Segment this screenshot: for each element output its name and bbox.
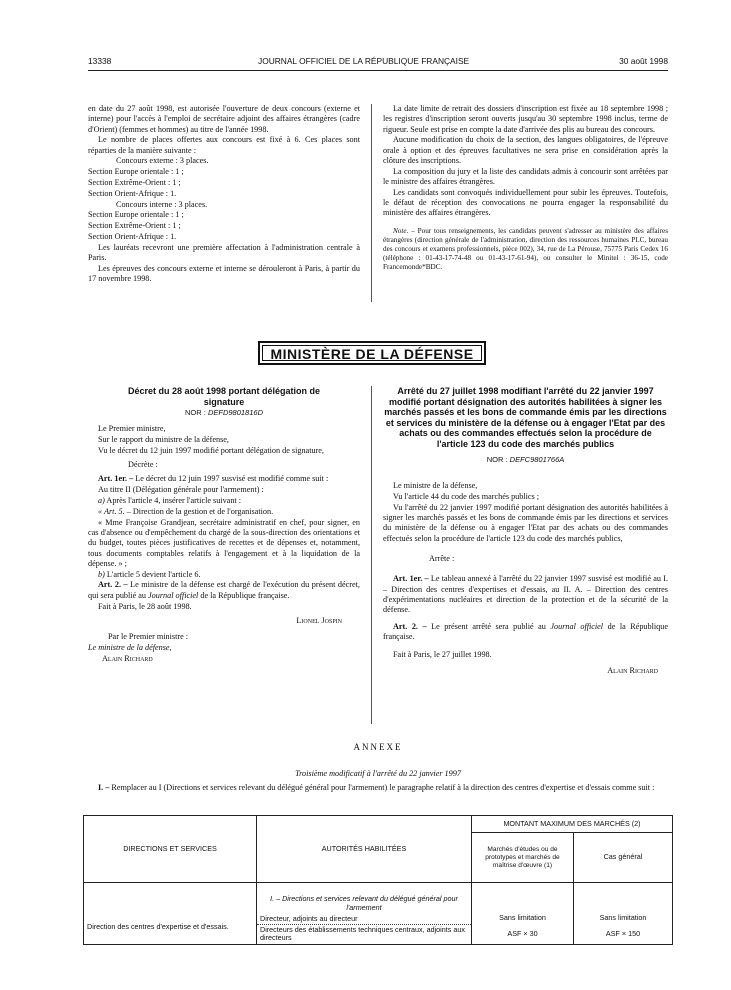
col-header-directions: DIRECTIONS ET SERVICES	[84, 816, 257, 883]
list-item: Section Extrême-Orient : 1 ;	[88, 178, 181, 188]
paragraph: La composition du jury et la liste des candidats admis à concourir sont arrêtées par le ministre des affaires étrangères.	[383, 166, 668, 187]
list-item: Section Orient-Afrique : 1.	[88, 188, 177, 198]
paragraph: Le nombre de places offertes aux concours est fixé à 6. Ces places sont réparties de la manière suivante :	[88, 135, 360, 155]
table-cell-direction: Direction des centres d'expertise et d'essais.	[84, 883, 257, 945]
paragraph: Au titre II (Délégation générale pour l'armement) :	[98, 485, 264, 495]
paragraph: Les candidats sont convoqués individuellement pour subir les épreuves. Toutefois, le défaut de réception des convocations ne pourra engager la responsabilité du ministère des affaires étrangères.	[383, 187, 668, 218]
signature: Alain Richard	[102, 653, 153, 663]
signature: Lionel Jospin	[296, 615, 342, 625]
list-heading: Concours interne : 3 places.	[116, 199, 208, 209]
table-cell-general	[574, 883, 673, 945]
annexe-intro: I. – Remplacer au I (Directions et services relevant du délégué général pour l'armement) le paragraphe relatif à la direction des centres d'expertise et d'essais comme suit :	[98, 783, 655, 792]
arrete-column	[383, 386, 668, 677]
paragraph: La date limite de retrait des dossiers d'inscription est fixée au 18 septembre 1998 ; les registres d'inscription seront ouverts jusqu'au 30 septembre 1998 inclus, terme de rigueur. Seule est prise en compte la date d'arrivée des plis au bureau des concours.	[383, 104, 668, 134]
note-label: Note.	[393, 226, 409, 235]
paragraph: Par le Premier ministre :	[108, 632, 189, 642]
decret-nor-code: DEFD9801816D	[207, 408, 263, 417]
header-rule	[88, 70, 668, 71]
paragraph: « Mme Françoise Grandjean, secrétaire administratif en chef, pour signer, en cas d'absence ou d'empêchement du chargé de la sous-direction des orientations et du budget, toutes pièces justificatives de recettes et de dépenses et, notamment, tous documents comptables relatifs à l'engagement et à la liquidation de la dépense. » ;	[88, 517, 360, 568]
list-item: Section Orient-Afrique : 1.	[88, 232, 177, 242]
paragraph: « Art. 5. – Direction de la gestion et de l'organisation.	[98, 506, 274, 516]
arrete-title: Arrêté du 27 juillet 1998 modifiant l'arrêté du 22 janvier 1997 modifié portant désignation des autorités habilitées à signer les marchés passés et les bons de commande émis par les directions et services du ministère de la défense ou à engager l'Etat par des achats ou des commandes effectués selon la procédure de l'article 123 du code des marchés publics	[384, 386, 667, 449]
journal-title: JOURNAL OFFICIEL DE LA RÉPUBLIQUE FRANÇAISE	[258, 56, 470, 66]
date-line: Fait à Paris, le 27 juillet 1998.	[393, 650, 492, 660]
ministry-heading: MINISTÈRE DE LA DÉFENSE	[262, 345, 482, 361]
paragraph: a) Après l'article 4, insérer l'article suivant :	[98, 496, 242, 506]
table-row-1-etudes: Sans limitation	[499, 913, 546, 922]
col-header-general: Cas général	[574, 833, 673, 883]
paragraph: Vu l'article 44 du code des marchés publics ;	[393, 492, 540, 502]
list-item: Section Europe orientale : 1 ;	[88, 167, 184, 177]
page-number: 13338	[88, 56, 112, 66]
paragraph: Les lauréats recevront une première affectation à l'administration centrale à Paris.	[88, 242, 360, 263]
list-item: Section Europe orientale : 1 ;	[88, 210, 184, 220]
paragraph: Le Premier ministre,	[98, 424, 166, 434]
arrete-nor-code: DEFC9801766A	[509, 455, 565, 464]
paragraph: Aucune modification du choix de la section, des langues obligatoires, de l'épreuve orale à option et des épreuves facultatives ne sera prise en considération après la clôture des inscriptions.	[383, 135, 668, 165]
arrete-verb: Arrête :	[429, 554, 455, 564]
table-section: I. – Directions et services relevant du délégué général pour l'armement	[270, 894, 458, 912]
decret-column	[88, 386, 360, 665]
annexe-subtitle: Troisième modificatif à l'arrêté du 22 janvier 1997	[295, 769, 461, 778]
paragraph: Vu le décret du 12 juin 1997 modifié portant délégation de signature,	[98, 445, 324, 455]
paragraph: Les épreuves des concours externe et interne se dérouleront à Paris, à partir du 17 novembre 1998.	[88, 263, 360, 284]
list-item: Section Extrême-Orient : 1 ;	[88, 221, 181, 231]
decret-nor: NOR : DEFD9801816D	[185, 408, 263, 417]
table-row-2-general: ASF × 150	[605, 928, 641, 938]
arrete-nor: NOR : DEFC9801766A	[486, 455, 565, 464]
paragraph: Sur le rapport du ministre de la défense,	[98, 435, 229, 445]
column-divider	[371, 386, 372, 724]
paragraph: Vu l'arrêté du 22 janvier 1997 modifié portant désignation des autorités habilitées à signer les marchés passés et les bons de commande émis par les directions et services du ministère de la défense ou à engager l'Etat par des achats ou des commandes effectués selon la procédure de l'article 123 du code des marchés publics,	[383, 502, 668, 543]
col-header-autorites: AUTORITÉS HABILITÉES	[257, 816, 472, 883]
signature: Alain Richard	[607, 666, 658, 676]
page-date: 30 août 1998	[619, 56, 668, 66]
article-1: Art. 1er. – Le décret du 12 juin 1997 susvisé est modifié comme suit :	[98, 474, 329, 484]
col-header-etudes: Marchés d'études ou de prototypes et marchés de maîtrise d'œuvre (1)	[472, 833, 574, 883]
page-header	[88, 56, 668, 68]
article-2: Art. 2. – Le présent arrêté sera publié au Journal officiel de la République française.	[383, 621, 668, 641]
article-2: Art. 2. – Le ministre de la défense est chargé de l'exécution du présent décret, qui sera publié au Journal officiel de la République française.	[88, 580, 360, 600]
paragraph: en date du 27 août 1998, est autorisée l'ouverture de deux concours (externe et interne) pour l'accès à l'emploi de secrétaire adjoint des affaires étrangères (cadre d'Orient) (femmes et hommes) au titre de l'année 1998.	[88, 104, 360, 134]
top-right-column	[383, 104, 668, 272]
article-1: Art. 1er. – Le tableau annexé à l'arrêté du 22 janvier 1997 susvisé est modifié au I. – Direction des centres d'expertises et d'essais, au II. A. – Direction des centres d'expérimentations nucléaires et direction de la protection et de la sécurité de la défense.	[383, 574, 668, 615]
annexe-title: ANNEXE	[353, 742, 403, 752]
table-row-1-authority: Directeur, adjoints au directeur	[257, 915, 471, 925]
column-divider	[371, 104, 372, 302]
table-cell-etudes	[472, 883, 574, 945]
table-cell-autorites	[257, 883, 472, 945]
date-line: Fait à Paris, le 28 août 1998.	[98, 601, 192, 611]
note	[383, 227, 668, 272]
table-row-2-authority: Directeurs des établissements techniques centraux, adjoints aux directeurs	[260, 924, 465, 943]
note-text: – Pour tous renseignements, les candidats peuvent s'adresser au ministère des affaires étrangères (direction générale de l'administration, direction des ressources humaines PLC, bureau des concours et examens professionnels, pièce 002), 34, rue de La Pérouse, 75775 Paris Cedex 16 (téléphone : 01-43-17-74-48 ou 01-43-17-61-94), ou consulter le Minitel : 36-15, code Francemonde*BDC.	[383, 226, 668, 271]
ministry-heading-box	[258, 341, 486, 365]
annex-table	[83, 815, 673, 945]
minister-title: Le ministre de la défense,	[88, 642, 172, 652]
table-row-2-etudes: ASF × 30	[507, 928, 538, 938]
col-header-montant: MONTANT MAXIMUM DES MARCHÉS (2)	[472, 816, 673, 833]
paragraph: b) L'article 5 devient l'article 6.	[98, 569, 201, 579]
table-row-1-general: Sans limitation	[599, 913, 647, 922]
paragraph: Le ministre de la défense,	[393, 481, 478, 491]
decret-title: Décret du 28 août 1998 portant délégation de signature	[127, 386, 321, 407]
decrete: Décrète :	[128, 460, 158, 470]
top-left-column	[88, 104, 360, 285]
list-heading: Concours externe : 3 places.	[116, 156, 209, 166]
